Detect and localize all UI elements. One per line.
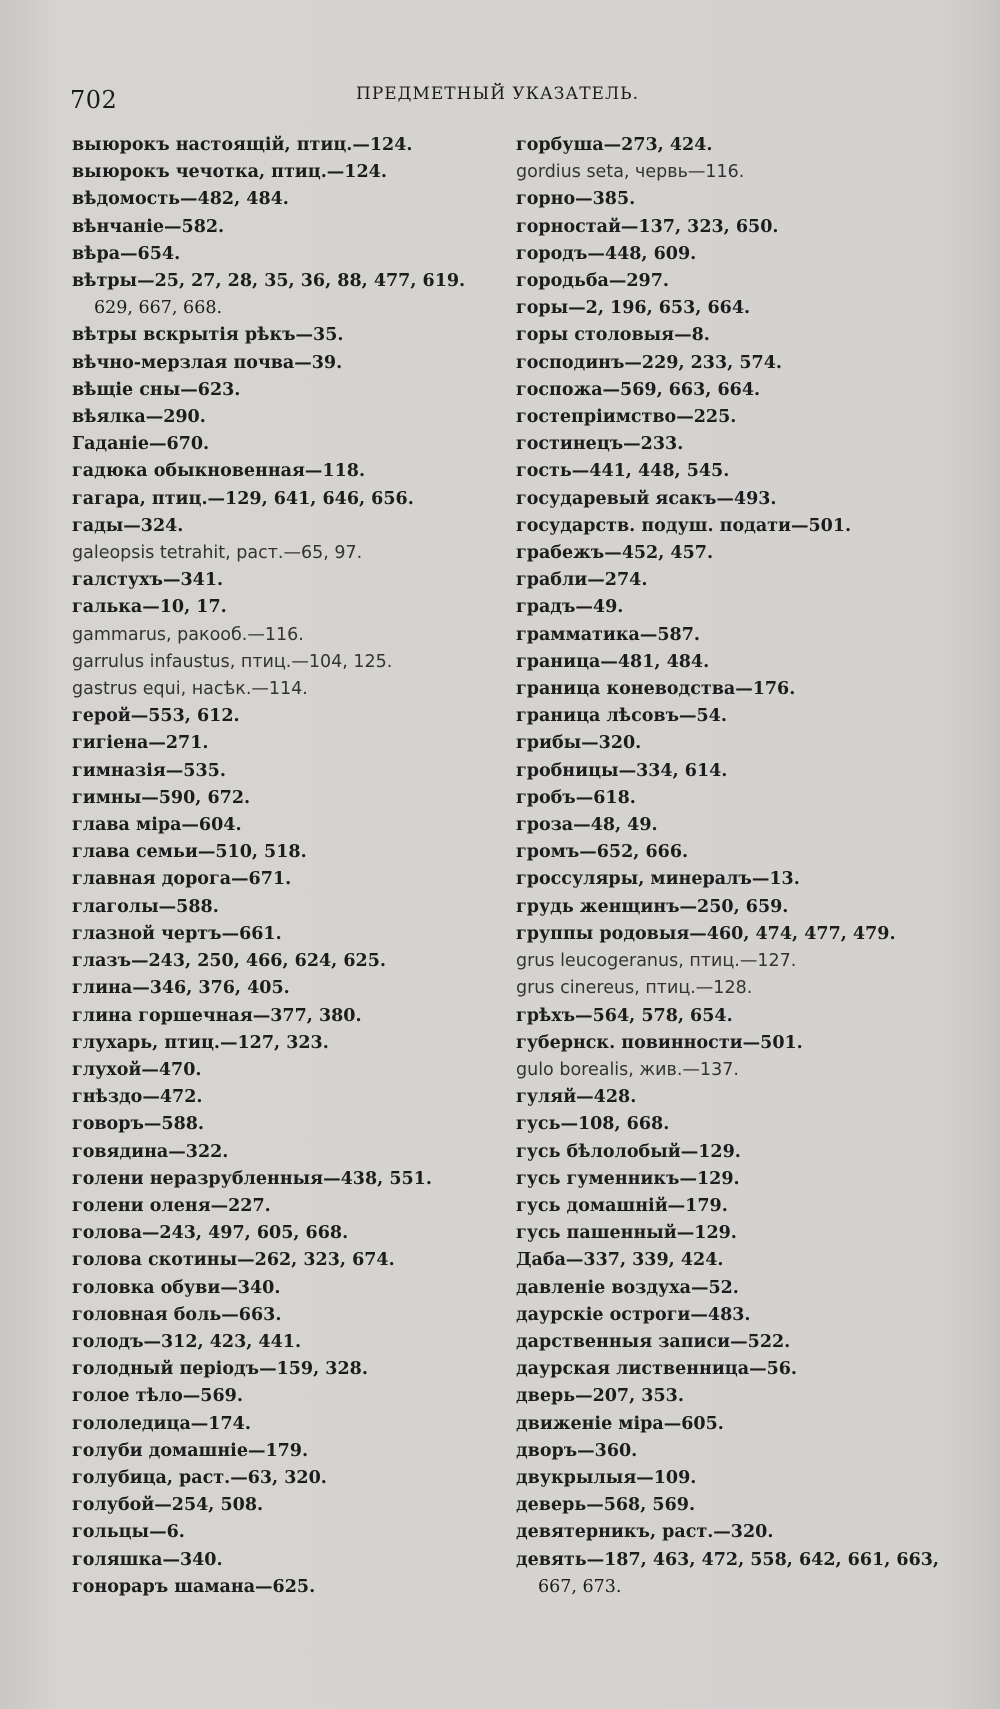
index-entry-section-start: Даба—337, 339, 424. [516,1250,724,1271]
index-entry: грудь женщинъ—250, 659. [516,896,789,917]
index-entry: даурская лиственница—56. [516,1359,798,1380]
index-entry-section-start: Гаданіе—670. [72,434,210,455]
index-entry: голуби домашніе—179. [72,1440,309,1461]
index-entry: гагара, птиц.—129, 641, 646, 656. [72,488,414,509]
index-entry-continuation: 629, 667, 668. [94,298,223,319]
index-entry-latin: grus cinereus, птиц.—128. [516,978,753,999]
index-entry: вѣдомость—482, 484. [72,189,289,210]
index-entry: губернск. повинности—501. [516,1032,803,1053]
index-entry: граница коневодства—176. [516,679,796,700]
index-entry: глава семьи—510, 518. [72,842,307,863]
index-entry-latin: grus leucogeranus, птиц.—127. [516,951,797,972]
index-entry: выюрокъ чечотка, птиц.—124. [72,162,387,183]
index-entry: глава міра—604. [72,815,242,836]
index-entry: гусь гуменникъ—129. [516,1168,740,1189]
index-entry: глазъ—243, 250, 466, 624, 625. [72,951,386,972]
index-column-left [72,132,512,1601]
index-entry: граница лѣсовъ—54. [516,706,727,727]
index-entry: девять—187, 463, 472, 558, 642, 661, 663, [516,1549,940,1570]
index-entry: гнѣздо—472. [72,1087,203,1108]
index-entry: гробницы—334, 614. [516,760,728,781]
index-entry: горы—2, 196, 653, 664. [516,298,751,319]
index-entry: глазной чертъ—661. [72,923,282,944]
index-entry: даурскіе остроги—483. [516,1304,751,1325]
index-entry: голова—243, 497, 605, 668. [72,1223,349,1244]
index-entry: гость—441, 448, 545. [516,461,730,482]
index-entry: гололедица—174. [72,1413,251,1434]
index-entry-latin: galeopsis tetrahit, раст.—65, 97. [72,543,363,564]
index-entry-latin: garrulus infaustus, птиц.—104, 125. [72,651,393,672]
index-entry: городьба—297. [516,271,669,292]
index-entry: грабли—274. [516,570,648,591]
index-entry: вѣялка—290. [72,407,206,428]
index-entry: движеніе міра—605. [516,1413,724,1434]
index-entry: дарственныя записи—522. [516,1331,791,1352]
index-entry: гонораръ шамана—625. [72,1576,316,1597]
index-entry: глаголы—588. [72,896,219,917]
index-entry: гусь пашенный—129. [516,1223,737,1244]
index-entry: группы родовыя—460, 474, 477, 479. [516,923,896,944]
index-entry: граница—481, 484. [516,651,710,672]
index-entry: грамматика—587. [516,624,700,645]
index-entry: деверь—568, 569. [516,1495,696,1516]
index-entry: государевый ясакъ—493. [516,488,777,509]
index-entry: градъ—49. [516,597,624,618]
index-entry: головная боль—663. [72,1304,282,1325]
index-entry: госпожа—569, 663, 664. [516,379,761,400]
index-entry: голодный періодъ—159, 328. [72,1359,368,1380]
index-entry: вѣтры—25, 27, 28, 35, 36, 88, 477, 619. [72,271,466,292]
index-entry: громъ—652, 666. [516,842,689,863]
index-entry-latin: gastrus equi, насѣк.—114. [72,679,308,700]
index-entry: гроссуляры, минералъ—13. [516,869,800,890]
index-entry: государств. подуш. подати—501. [516,515,852,536]
index-entry: гусь—108, 668. [516,1114,670,1135]
index-entry: вѣщіе сны—623. [72,379,241,400]
index-entry: вѣнчаніе—582. [72,216,225,237]
index-entry: горбуша—273, 424. [516,135,713,155]
index-entry: грабежъ—452, 457. [516,543,714,564]
index-entry: гады—324. [72,515,184,536]
index-entry: выюрокъ настоящій, птиц.—124. [72,135,413,155]
index-entry: глухой—470. [72,1059,202,1080]
index-column-right [516,132,940,1601]
index-entry: герой—553, 612. [72,706,240,727]
index-entry: гроза—48, 49. [516,815,658,836]
index-entry: гимны—590, 672. [72,787,251,808]
index-entry-latin: gammarus, ракооб.—116. [72,624,304,645]
index-entry-continuation: 667, 673. [538,1576,622,1597]
index-entry: галька—10, 17. [72,597,227,618]
index-entry: голубой—254, 508. [72,1495,264,1516]
index-entry: глина горшечная—377, 380. [72,1005,362,1026]
index-entry: горностай—137, 323, 650. [516,216,779,237]
index-entry: галстухъ—341. [72,570,224,591]
page-number: 702 [70,86,118,114]
index-entry: гусь домашній—179. [516,1195,728,1216]
index-entry: горно—385. [516,189,636,210]
index-entry: голубица, раст.—63, 320. [72,1467,327,1488]
index-entry: девятерникъ, раст.—320. [516,1522,774,1543]
index-entry-latin: gordius seta, червь—116. [516,162,745,183]
index-entry: грибы—320. [516,733,642,754]
index-entry-latin: gulo borealis, жив.—137. [516,1059,739,1080]
index-entry: говоръ—588. [72,1114,205,1135]
index-entry: голое тѣло—569. [72,1386,243,1407]
index-entry: гостинецъ—233. [516,434,684,455]
index-entry: глина—346, 376, 405. [72,978,290,999]
running-head: ПРЕДМЕТНЫЙ УКАЗАТЕЛЬ. [356,84,640,104]
index-entry: голова скотины—262, 323, 674. [72,1250,395,1271]
index-entry: гимназія—535. [72,760,226,781]
index-entry: голени неразрубленныя—438, 551. [72,1168,432,1189]
index-entry: городъ—448, 609. [516,243,697,264]
index-entry: голени оленя—227. [72,1195,271,1216]
index-entry: давленіе воздуха—52. [516,1277,739,1298]
index-entry: двукрылыя—109. [516,1467,697,1488]
index-entry: голяшка—340. [72,1549,223,1570]
index-entry: грѣхъ—564, 578, 654. [516,1005,733,1026]
index-entry: господинъ—229, 233, 574. [516,352,782,373]
index-entry: гусь бѣлолобый—129. [516,1141,741,1162]
index-entry: гольцы—6. [72,1522,185,1543]
index-entry: головка обуви—340. [72,1277,281,1298]
index-entry: говядина—322. [72,1141,229,1162]
index-entry: вѣра—654. [72,243,181,264]
index-entry: гуляй—428. [516,1087,637,1108]
index-entry: гробъ—618. [516,787,636,808]
index-entry: горы столовыя—8. [516,325,710,346]
index-entry: дверь—207, 353. [516,1386,684,1407]
index-entry: гадюка обыкновенная—118. [72,461,366,482]
index-entry: дворъ—360. [516,1440,638,1461]
index-entry: гигіена—271. [72,733,209,754]
index-entry: глухарь, птиц.—127, 323. [72,1032,329,1053]
index-entry: голодъ—312, 423, 441. [72,1331,302,1352]
index-entry: гостепріимство—225. [516,407,737,428]
index-entry: вѣтры вскрытія рѣкъ—35. [72,325,344,346]
index-entry: главная дорога—671. [72,869,292,890]
index-entry: вѣчно-мерзлая почва—39. [72,352,343,373]
